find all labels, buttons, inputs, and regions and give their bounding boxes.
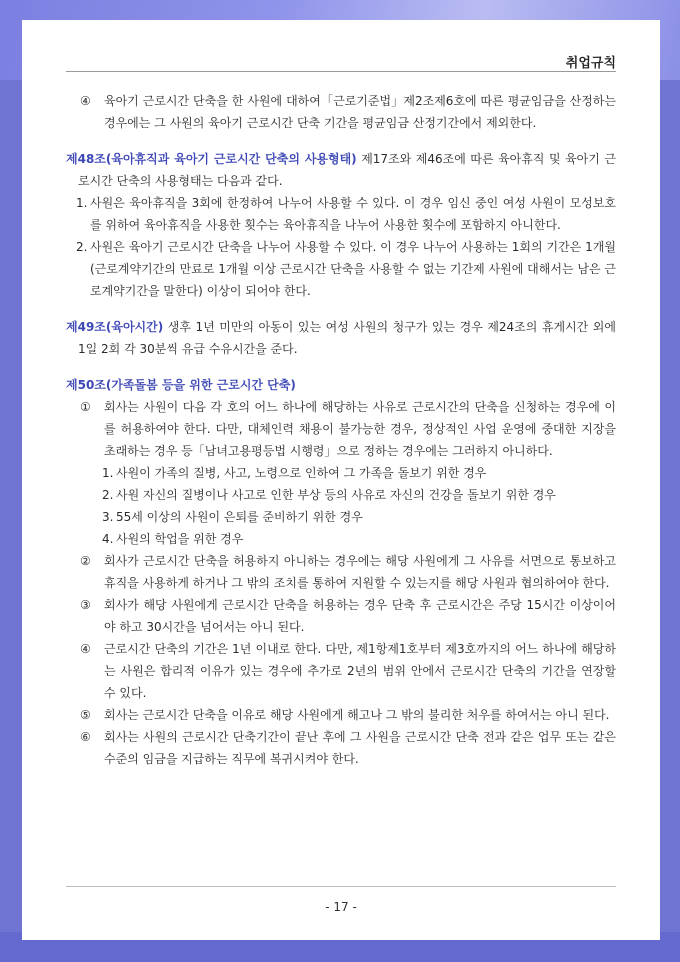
item-text: 육아기 근로시간 단축을 한 사원에 대하여「근로기준법」제2조제6호에 따른 평균임금을 산정하는 경우에는 그 사원의 육아기 근로시간 단축 기간을 평균임금 산정기간에서 제외한다.: [104, 94, 616, 130]
item-text: 회사는 근로시간 단축을 이유로 해당 사원에게 해고나 그 밖의 불리한 처우를 하여서는 아니 된다.: [104, 708, 610, 722]
item-marker: ⑤: [80, 708, 91, 722]
item-text: 사원은 육아기 근로시간 단축을 나누어 사용할 수 있다. 이 경우 나누어 사용하는 1회의 기간은 1개월(근로계약기간의 만료로 1개월 이상 근로시간 단축을 사용할 수 없는 기간제 사원에 대해서는 남은 근로계약기간을 말한다) 이상이 되어야 한다.: [90, 240, 616, 298]
document-page: [22, 20, 660, 940]
article-49: [66, 316, 616, 360]
paragraph-item: [66, 90, 616, 134]
paragraph-item: [66, 704, 616, 726]
page-number: - 17 -: [325, 900, 357, 914]
item-marker: ④: [80, 642, 91, 656]
list-item: [66, 192, 616, 236]
item-text: 55세 이상의 사원이 은퇴를 준비하기 위한 경우: [116, 510, 363, 524]
paragraph-item: [66, 726, 616, 770]
document-body: [66, 90, 616, 770]
item-marker: 1.: [76, 196, 88, 210]
sub-list-item: [66, 506, 616, 528]
paragraph-item: [66, 396, 616, 462]
item-marker: ①: [80, 400, 91, 414]
paragraph-item: [66, 550, 616, 594]
item-marker: 4.: [102, 532, 114, 546]
sub-list-item: [66, 462, 616, 484]
article-title: 제48조(육아휴직과 육아기 근로시간 단축의 사용형태): [66, 152, 357, 166]
footer-divider: [66, 886, 616, 887]
article-50: [66, 374, 616, 396]
item-text: 근로시간 단축의 기간은 1년 이내로 한다. 다만, 제1항제1호부터 제3호까지의 어느 하나에 해당하는 사원은 합리적 이유가 있는 경우에 추가로 2년의 범위 안에서 근로시간 단축의 기간을 연장할 수 있다.: [104, 642, 616, 700]
article-48: [66, 148, 616, 192]
article-text: 생후 1년 미만의 아동이 있는 여성 사원의 청구가 있는 경우 제24조의 휴게시간 외에 1일 2회 각 30분씩 유급 수유시간을 준다.: [78, 320, 616, 356]
item-marker: ③: [80, 598, 91, 612]
item-text: 회사는 사원의 근로시간 단축기간이 끝난 후에 그 사원을 근로시간 단축 전과 같은 업무 또는 같은 수준의 임금을 지급하는 직무에 복귀시켜야 한다.: [104, 730, 616, 766]
item-marker: ⑥: [80, 730, 91, 744]
item-marker: 2.: [102, 488, 114, 502]
item-marker: ②: [80, 554, 91, 568]
paragraph-item: [66, 638, 616, 704]
item-text: 회사가 근로시간 단축을 허용하지 아니하는 경우에는 해당 사원에게 그 사유를 서면으로 통보하고 휴직을 사용하게 하거나 그 밖의 조치를 통하여 지원할 수 있는지를 해당 사원과 협의하여야 한다.: [104, 554, 616, 590]
item-text: 사원은 육아휴직을 3회에 한정하여 나누어 사용할 수 있다. 이 경우 임신 중인 여성 사원이 모성보호를 위하여 육아휴직을 사용한 횟수는 육아휴직을 나누어 사용한 횟수에 포함하지 아니한다.: [90, 196, 616, 232]
paragraph-item: [66, 594, 616, 638]
header-title: 취업규칙: [565, 56, 616, 71]
item-marker: 2.: [76, 240, 88, 254]
header-divider: [66, 71, 616, 72]
item-marker: ④: [80, 94, 91, 108]
item-text: 사원이 가족의 질병, 사고, 노령으로 인하여 그 가족을 돌보기 위한 경우: [116, 466, 487, 480]
sub-list-item: [66, 528, 616, 550]
item-text: 사원 자신의 질병이나 사고로 인한 부상 등의 사유로 자신의 건강을 돌보기 위한 경우: [116, 488, 556, 502]
article-title: 제50조(가족돌봄 등을 위한 근로시간 단축): [66, 378, 296, 392]
item-text: 회사는 사원이 다음 각 호의 어느 하나에 해당하는 사유로 근로시간의 단축을 신청하는 경우에 이를 허용하여야 한다. 다만, 대체인력 채용이 불가능한 경우, 정상적인 사업 운영에 중대한 지장을 초래하는 경우 등「남녀고용평등법 시행령」으로 정하는 경우에는 그러하지 아니하다.: [104, 400, 616, 458]
item-marker: 1.: [102, 466, 114, 480]
item-text: 회사가 해당 사원에게 근로시간 단축을 허용하는 경우 단축 후 근로시간은 주당 15시간 이상이어야 하고 30시간을 넘어서는 아니 된다.: [104, 598, 616, 634]
item-text: 사원의 학업을 위한 경우: [116, 532, 244, 546]
list-item: [66, 236, 616, 302]
article-title: 제49조(육아시간): [66, 320, 164, 334]
sub-list-item: [66, 484, 616, 506]
article-lead: 제17조와 제46조에 따른 육아휴직 및 육아기 근로시간 단축의 사용형태는 다음과 같다.: [78, 152, 616, 188]
item-marker: 3.: [102, 510, 114, 524]
